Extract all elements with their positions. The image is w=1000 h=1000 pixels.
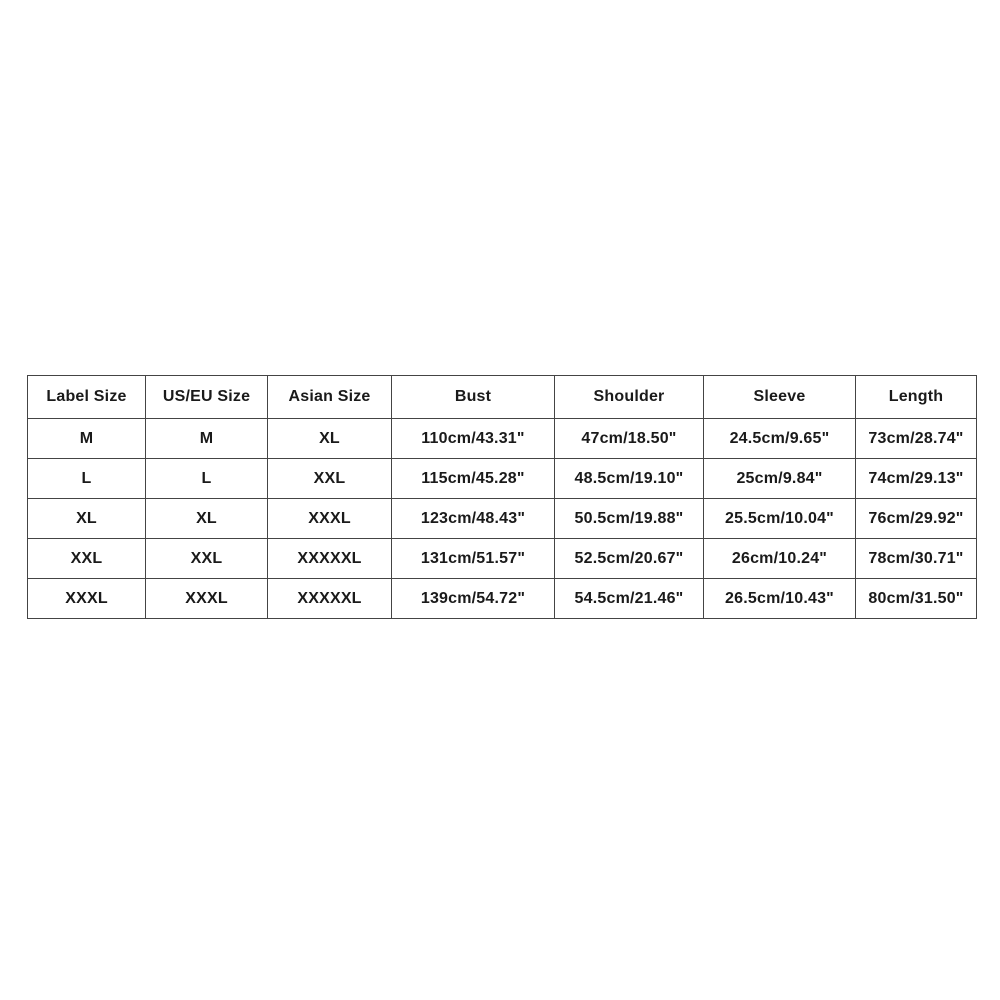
table-row — [28, 459, 977, 499]
cell-asian-size: XXXL — [268, 499, 392, 539]
cell-asian-size: XL — [268, 419, 392, 459]
cell-us-eu-size: XXL — [146, 539, 268, 579]
cell-length: 76cm/29.92" — [856, 499, 977, 539]
cell-label-size: M — [28, 419, 146, 459]
cell-bust: 123cm/48.43" — [392, 499, 555, 539]
table-row — [28, 499, 977, 539]
cell-us-eu-size: XL — [146, 499, 268, 539]
cell-label-size: XXL — [28, 539, 146, 579]
cell-sleeve: 24.5cm/9.65" — [704, 419, 856, 459]
cell-shoulder: 52.5cm/20.67" — [555, 539, 704, 579]
cell-label-size: L — [28, 459, 146, 499]
size-chart-table — [27, 375, 977, 619]
cell-asian-size: XXXXXL — [268, 579, 392, 619]
cell-bust: 139cm/54.72" — [392, 579, 555, 619]
cell-length: 73cm/28.74" — [856, 419, 977, 459]
cell-bust: 115cm/45.28" — [392, 459, 555, 499]
header-asian-size: Asian Size — [268, 376, 392, 419]
table-row — [28, 539, 977, 579]
cell-sleeve: 25.5cm/10.04" — [704, 499, 856, 539]
cell-length: 78cm/30.71" — [856, 539, 977, 579]
cell-us-eu-size: L — [146, 459, 268, 499]
header-shoulder: Shoulder — [555, 376, 704, 419]
cell-bust: 131cm/51.57" — [392, 539, 555, 579]
table-row — [28, 419, 977, 459]
header-bust: Bust — [392, 376, 555, 419]
cell-shoulder: 54.5cm/21.46" — [555, 579, 704, 619]
cell-shoulder: 48.5cm/19.10" — [555, 459, 704, 499]
table-row — [28, 579, 977, 619]
header-us-eu-size: US/EU Size — [146, 376, 268, 419]
cell-sleeve: 26.5cm/10.43" — [704, 579, 856, 619]
cell-asian-size: XXL — [268, 459, 392, 499]
cell-us-eu-size: M — [146, 419, 268, 459]
cell-us-eu-size: XXXL — [146, 579, 268, 619]
cell-sleeve: 25cm/9.84" — [704, 459, 856, 499]
cell-shoulder: 47cm/18.50" — [555, 419, 704, 459]
header-label-size: Label Size — [28, 376, 146, 419]
cell-label-size: XXXL — [28, 579, 146, 619]
cell-length: 80cm/31.50" — [856, 579, 977, 619]
cell-sleeve: 26cm/10.24" — [704, 539, 856, 579]
cell-shoulder: 50.5cm/19.88" — [555, 499, 704, 539]
cell-label-size: XL — [28, 499, 146, 539]
table-header-row — [28, 376, 977, 419]
header-length: Length — [856, 376, 977, 419]
cell-bust: 110cm/43.31" — [392, 419, 555, 459]
cell-length: 74cm/29.13" — [856, 459, 977, 499]
cell-asian-size: XXXXXL — [268, 539, 392, 579]
header-sleeve: Sleeve — [704, 376, 856, 419]
